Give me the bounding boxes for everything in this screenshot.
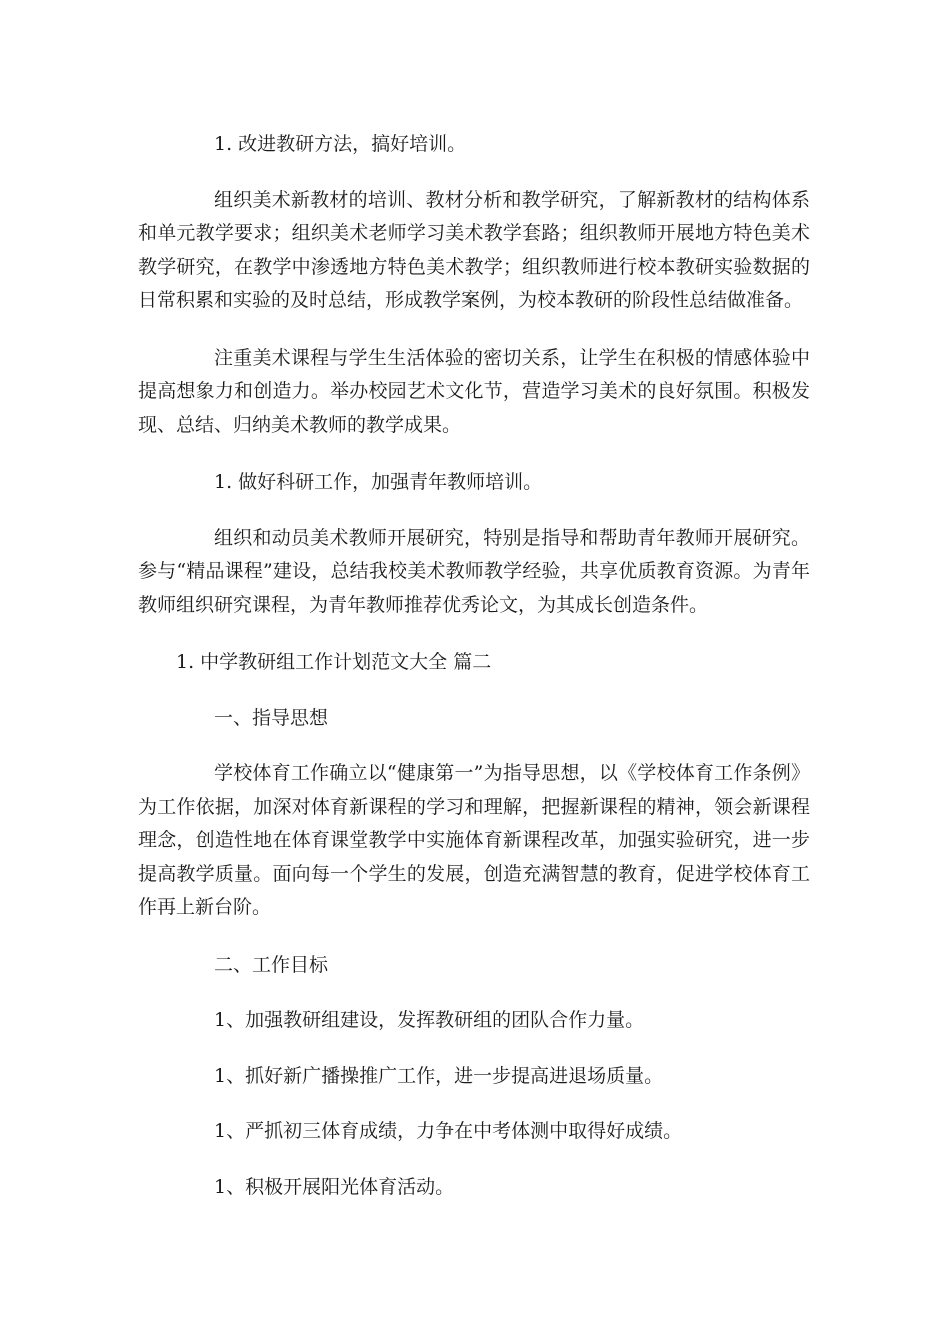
section-title-part-two: 1. 中学教研组工作计划范文大全 篇二 <box>176 651 492 673</box>
paragraph-young-teachers: 组织和动员美术教师开展研究，特别是指导和帮助青年教师开展研究。参与“精品课程”建设，总结我校美术教师教学经验，共享优质教育资源。为青年教师组织研究课程，为青年教师推荐优秀论文，为其成长创造条件。 <box>138 526 810 616</box>
paragraph-life-experience: 注重美术课程与学生生活体验的密切关系，让学生在积极的情感体验中提高想象力和创造力。举办校园艺术文化节，营造学习美术的良好氛围。积极发现、总结、归纳美术教师的教学成果。 <box>138 346 810 436</box>
document-body <box>138 128 810 1204</box>
heading-guiding-ideology: 一、指导思想 <box>214 706 329 729</box>
list-item-research-work: 1. 做好科研工作，加强青年教师培训。 <box>214 471 543 493</box>
paragraph-pe-work: 学校体育工作确立以“健康第一”为指导思想，以《学校体育工作条例》为工作依据，加深对体育新课程的学习和理解，把握新课程的精神，领会新课程理念，创造性地在体育课堂教学中实施体育新课程改革，加强实验研究，进一步提高教学质量。面向每一个学生的发展，创造充满智慧的教育，促进学校体育工作再上新台阶。 <box>138 762 810 918</box>
heading-work-goals: 二、工作目标 <box>214 953 329 976</box>
paragraph-training: 组织美术新教材的培训、教材分析和教学研究，了解新教材的结构体系和单元教学要求；组织美术老师学习美术教学套路；组织教师开展地方特色美术教学研究，在教学中渗透地方特色美术教学；组织教师进行校本教研实验数据的日常积累和实验的及时总结，形成教学案例，为校本教研的阶段性总结做准备。 <box>138 188 810 311</box>
list-item-goal: 1、积极开展阳光体育活动。 <box>214 1175 455 1198</box>
list-item-goal: 1、抓好新广播操推广工作，进一步提高进退场质量。 <box>214 1064 664 1087</box>
list-item-goal: 1、加强教研组建设，发挥教研组的团队合作力量。 <box>214 1009 645 1031</box>
list-item-goal: 1、严抓初三体育成绩，力争在中考体测中取得好成绩。 <box>214 1120 683 1142</box>
list-item-improve-methods: 1. 改进教研方法，搞好培训。 <box>214 133 467 155</box>
